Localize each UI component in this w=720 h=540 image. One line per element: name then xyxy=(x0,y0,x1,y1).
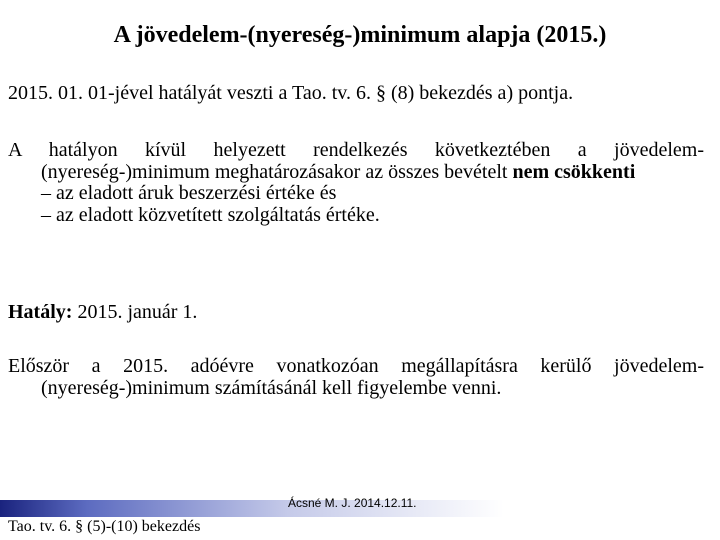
consequence-item-2: – az eladott közvetített szolgáltatás értéke. xyxy=(41,203,380,226)
author-date: Ácsné M. J. 2014.12.11. xyxy=(288,496,417,510)
consequence-item-1: – az eladott áruk beszerzési értéke és xyxy=(41,182,337,205)
consequence-paragraph xyxy=(8,140,704,226)
consequence-line-2 xyxy=(8,162,704,184)
page-title: A jövedelem-(nyereség-)minimum alapja (2015.) xyxy=(113,22,607,48)
consequence-emphasis: nem csökkenti xyxy=(512,160,636,183)
consequence-line-1: A hatályon kívül helyezett rendelkezés következtében a jövedelem- xyxy=(8,139,704,161)
intro-paragraph: 2015. 01. 01-jével hatályát veszti a Tao. tv. 6. § (8) bekezdés a) pontja. xyxy=(8,82,574,104)
effective-date-paragraph xyxy=(8,302,704,324)
first-use-line-2: (nyereség-)minimum számításánál kell figyelembe venni. xyxy=(41,376,502,399)
first-use-paragraph xyxy=(8,356,704,399)
effective-label: Hatály: xyxy=(8,301,73,323)
source-reference: Tao. tv. 6. § (5)-(10) bekezdés xyxy=(8,518,201,535)
first-use-line-1: Először a 2015. adóévre vonatkozóan megállapításra kerülő jövedelem- xyxy=(8,355,704,377)
effective-date: 2015. január 1. xyxy=(77,301,198,323)
consequence-line-2-text: (nyereség-)minimum meghatározásakor az összes bevételt xyxy=(41,160,508,183)
